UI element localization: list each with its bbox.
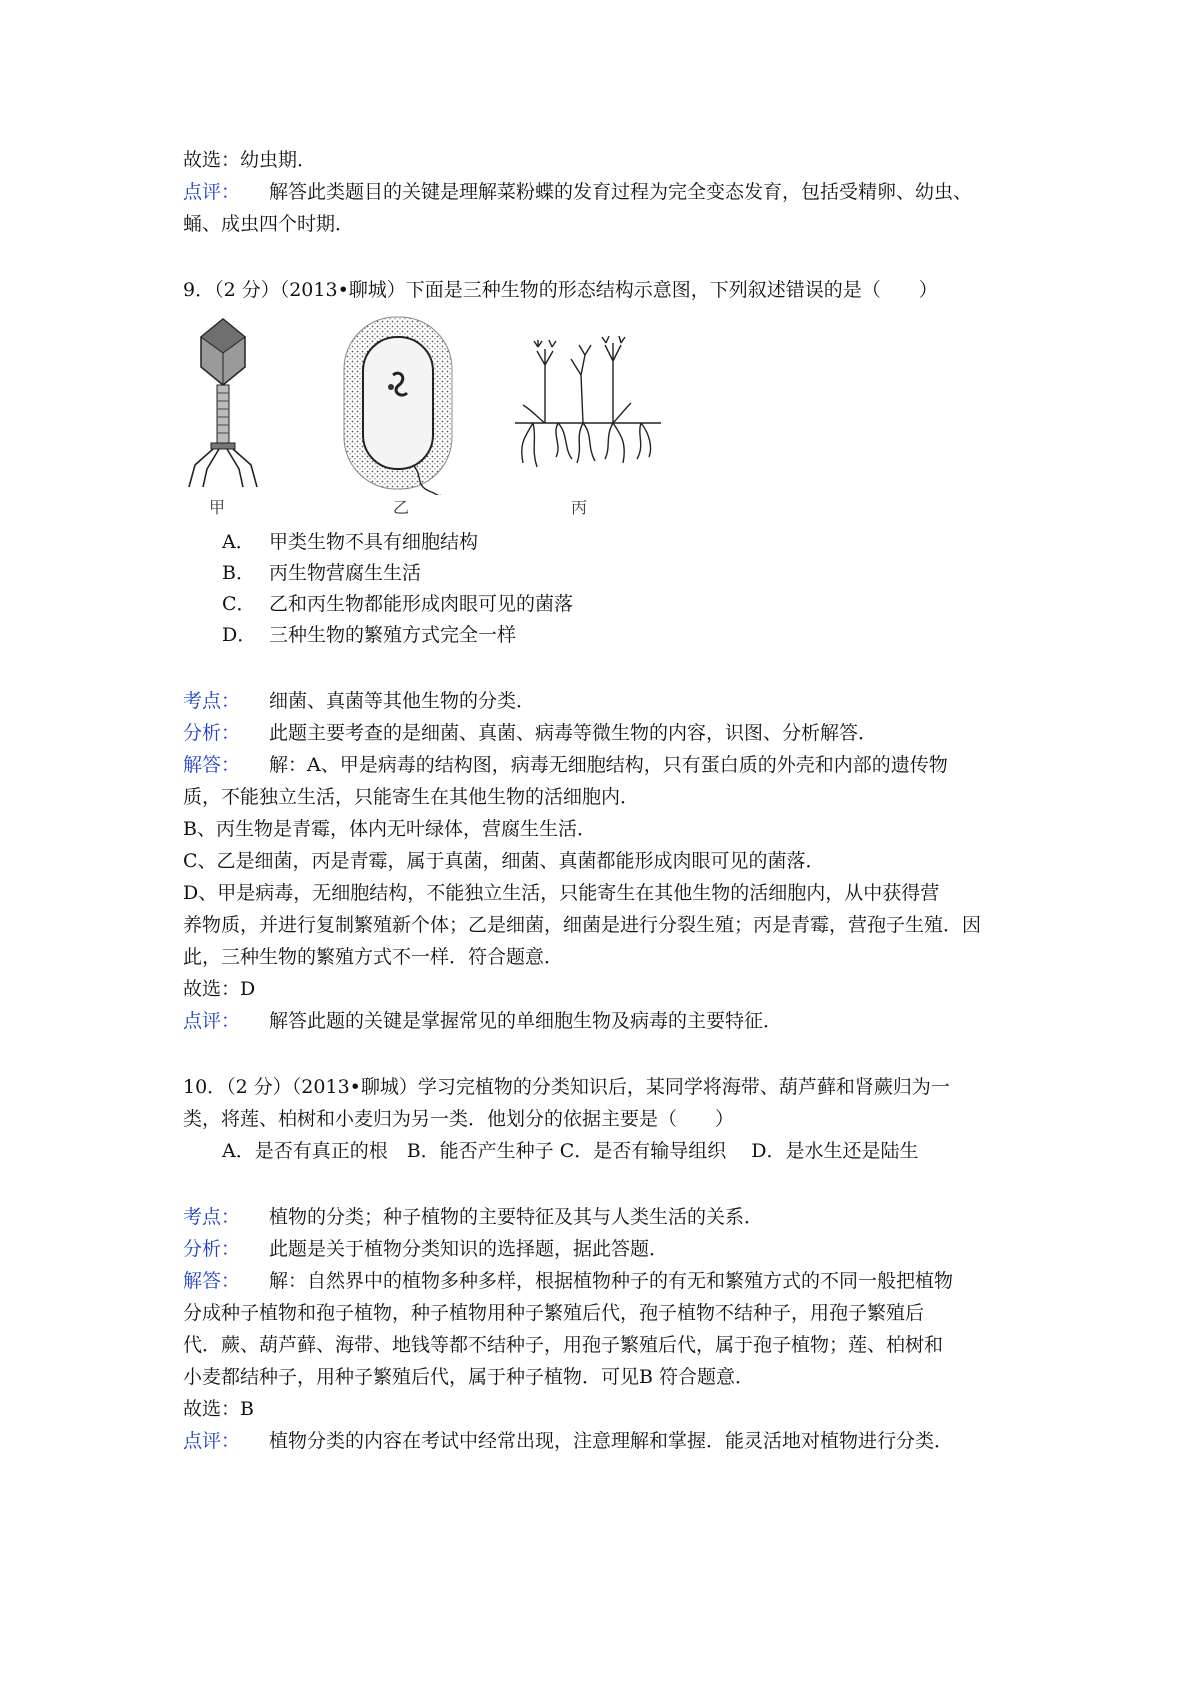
- q9-stem: 9．（2 分）（2013•聊城）下面是三种生物的形态结构示意图，下列叙述错误的是（ ）: [183, 279, 938, 301]
- q10-options: A．是否有真正的根 B．能否产生种子 C．是否有输导组织 D．是水生还是陆生: [222, 1140, 919, 1162]
- q10-dianping: 点评： 植物分类的内容在考试中经常出现，注意理解和掌握．能灵活地对植物进行分类．: [183, 1430, 954, 1452]
- q9-jieda-line: 质，不能独立生活，只能寄生在其他生物的活细胞内．: [183, 786, 640, 808]
- prev-comment-cont: 蛹、成虫四个时期．: [183, 213, 355, 235]
- q9-jieda-line: B、丙生物是青霉，体内无叶绿体，营腐生生活．: [183, 818, 596, 840]
- figure-label-jia: 甲: [209, 498, 226, 517]
- q9-jieda-line: D、甲是病毒，无细胞结构，不能独立生活，只能寄生在其他生物的活细胞内，从中获得营: [183, 882, 940, 904]
- q10-answer: 故选：B: [183, 1398, 254, 1420]
- prev-answer: 故选：幼虫期．: [183, 149, 317, 171]
- q10-jieda-line: 代．蕨、葫芦藓、海带、地钱等都不结种子，用孢子繁殖后代，属于孢子植物；莲、柏树和: [183, 1334, 944, 1356]
- q9-answer: 故选：D: [183, 978, 256, 1000]
- q10-stem: 10．（2 分）（2013•聊城）学习完植物的分类知识后，某同学将海带、葫芦藓和肾蕨归为一: [183, 1076, 950, 1098]
- q9-dianping: 点评： 解答此题的关键是掌握常见的单细胞生物及病毒的主要特征．: [183, 1010, 783, 1032]
- q10-jieda-line: 小麦都结种子，用种子繁殖后代，属于种子植物．可见B 符合题意．: [183, 1366, 755, 1388]
- q9-jieda: 解答： 解：A、甲是病毒的结构图，病毒无细胞结构，只有蛋白质的外壳和内部的遗传物: [183, 754, 948, 776]
- q9-kaodian: 考点： 细菌、真菌等其他生物的分类．: [183, 690, 536, 712]
- q10-kaodian: 考点： 植物的分类；种子植物的主要特征及其与人类生活的关系．: [183, 1206, 764, 1228]
- q9-option-c: C． 乙和丙生物都能形成肉眼可见的菌落: [222, 593, 574, 615]
- q10-jieda-line: 分成种子植物和孢子植物，种子植物用种子繁殖后代，孢子植物不结种子，用孢子繁殖后: [183, 1302, 925, 1324]
- q9-jieda-line: 此，三种生物的繁殖方式不一样．符合题意．: [183, 946, 564, 968]
- figure-label-bing: 丙: [571, 498, 588, 517]
- q10-stem-cont: 类，将莲、柏树和小麦归为另一类．他划分的依据主要是（ ）: [183, 1108, 735, 1130]
- q9-option-d: D． 三种生物的繁殖方式完全一样: [222, 624, 517, 646]
- prev-comment: 点评： 解答此类题目的关键是理解菜粉蝶的发育过程为完全变态发育，包括受精卵、幼虫、: [183, 181, 973, 203]
- q9-fenxi: 分析： 此题主要考查的是细菌、真菌、病毒等微生物的内容，识图、分析解答．: [183, 722, 878, 744]
- q9-jieda-line: 养物质，并进行复制繁殖新个体；乙是细菌，细菌是进行分裂生殖；丙是青霉，营孢子生殖．因: [183, 914, 982, 936]
- virus-figure: [183, 315, 263, 495]
- q10-fenxi: 分析： 此题是关于植物分类知识的选择题，据此答题．: [183, 1238, 669, 1260]
- penicillium-figure: [513, 315, 663, 495]
- bacterium-figure: [341, 315, 461, 495]
- q9-jieda-line: C、乙是细菌，丙是青霉，属于真菌，细菌、真菌都能形成肉眼可见的菌落．: [183, 850, 825, 872]
- figure-label-yi: 乙: [393, 498, 410, 517]
- q9-option-b: B． 丙生物营腐生生活: [222, 562, 422, 584]
- q9-option-a: A． 甲类生物不具有细胞结构: [222, 531, 479, 553]
- q9-figure: [183, 315, 663, 515]
- q10-jieda: 解答： 解：自然界中的植物多种多样，根据植物种子的有无和繁殖方式的不同一般把植物: [183, 1270, 954, 1292]
